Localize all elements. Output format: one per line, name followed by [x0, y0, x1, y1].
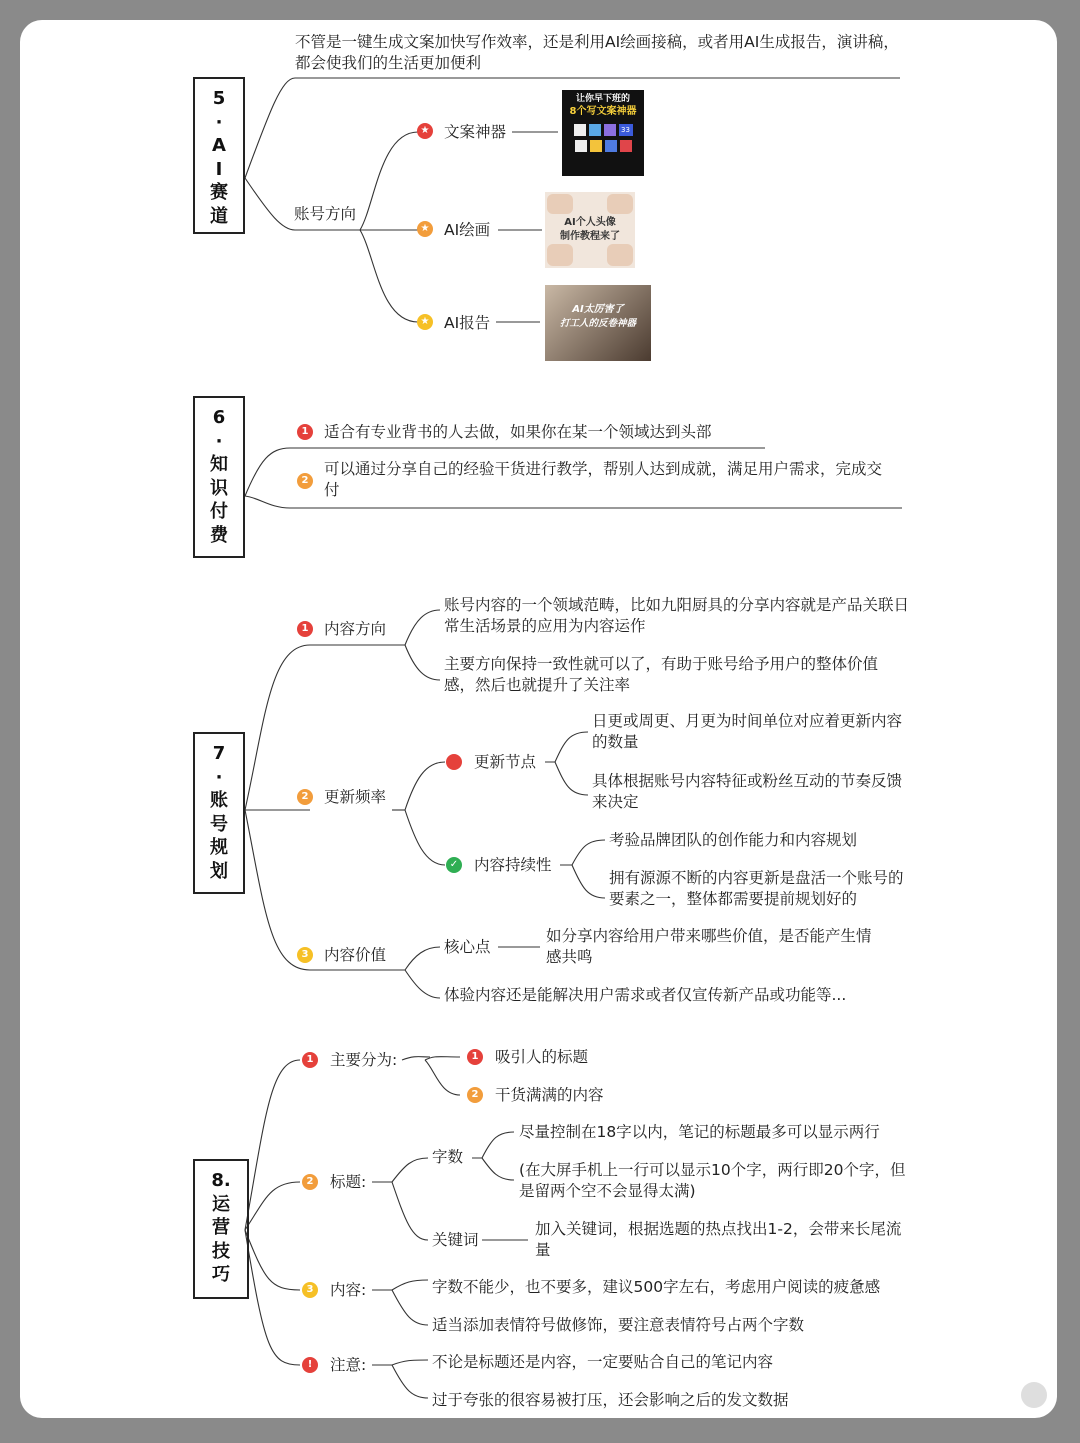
number-badge: 3: [302, 1282, 318, 1298]
thumb-wenan-image: [562, 90, 644, 176]
title-char: I: [215, 158, 223, 180]
section-6-item-1: 适合有专业背书的人去做，如果你在某一个领域达到头部: [324, 423, 712, 441]
thumb-line: 制作教程来了: [560, 231, 620, 242]
title-char: 识: [210, 477, 228, 499]
note-text-2: 过于夸张的很容易被打压，还会影响之后的发文数据: [432, 1391, 789, 1409]
number-badge: 1: [467, 1049, 483, 1065]
section-5-title-box: [193, 77, 245, 234]
item-ai-drawing-label: AI绘画: [444, 221, 491, 239]
title-char: 技: [212, 1240, 230, 1262]
title-char: 划: [210, 860, 228, 882]
content-value-text-2: 体验内容还是能解决用户需求或者仅宣传新产品或功能等...: [444, 986, 847, 1004]
title-char: 8.: [211, 1170, 231, 1191]
watermark-icon: [1021, 1382, 1047, 1408]
number-badge: 2: [297, 473, 313, 489]
star-icon: ★: [417, 314, 433, 330]
title-char: ·: [215, 430, 223, 452]
thumb-badge: 33: [619, 124, 633, 136]
thumb-line: AI太厉害了: [572, 304, 624, 315]
title-char: 规: [210, 837, 228, 858]
note-text-1: 不论是标题还是内容，一定要贴合自己的笔记内容: [432, 1353, 774, 1371]
content-direction-label: 内容方向: [324, 620, 387, 638]
number-badge: 1: [302, 1052, 318, 1068]
content-continuity-label: 内容持续性: [474, 856, 552, 874]
red-dot-icon: [446, 754, 462, 770]
number-badge: 2: [297, 789, 313, 805]
content-tips-text-1: 字数不能少，也不要多，建议500字左右，考虑用户阅读的疲惫感: [432, 1278, 881, 1296]
section-5-intro: 不管是一键生成文案加快写作效率，还是利用AI绘画接稿，或者用AI生成报告，演讲稿，都会使我们的生活更加便利: [295, 33, 899, 72]
title-char: 知: [210, 454, 228, 475]
title-char: 付: [210, 501, 228, 522]
thumb-line: 让你早下班的: [575, 94, 630, 104]
update-frequency-label: 更新频率: [324, 788, 387, 806]
thumb-ai-drawing-image: [545, 192, 635, 268]
content-tips-text-2: 适当添加表情符号做修饰，要注意表情符号占两个字数: [432, 1316, 805, 1334]
content-direction-text-2: 主要方向保持一致性就可以了，有助于账号给予用户的整体价值感，然后也就提升了关注率: [444, 655, 879, 694]
section-6-title-box: [193, 396, 245, 558]
title-char: 费: [210, 524, 228, 546]
title-char: 营: [212, 1217, 230, 1238]
thumb-ai-report-image: [545, 285, 651, 361]
mindmap-card: [20, 20, 1057, 1418]
update-node-label: 更新节点: [474, 753, 537, 771]
section-5-branch-label: 账号方向: [294, 205, 357, 223]
item-wenan-label: 文案神器: [444, 123, 507, 141]
word-count-text-2: (在大屏手机上一行可以显示10个字，两行即20个字，但是留两个空不会显得太满): [519, 1161, 906, 1200]
title-char: A: [212, 135, 226, 156]
number-badge: 1: [297, 424, 313, 440]
main-division-label: 主要分为:: [330, 1051, 398, 1069]
update-node-text-1: 日更或周更、月更为时间单位对应着更新内容的数量: [592, 712, 903, 751]
update-node-text-2: 具体根据账号内容特征或粉丝互动的节奏反馈来决定: [592, 772, 903, 811]
title-char: ·: [215, 111, 223, 133]
main-item-1: 吸引人的标题: [495, 1048, 589, 1066]
content-value-label: 内容价值: [324, 946, 387, 964]
title-char: ·: [215, 766, 223, 788]
core-point-label: 核心点: [444, 938, 491, 956]
note-label: 注意:: [330, 1356, 367, 1374]
title-char: 号: [210, 813, 228, 835]
thumb-line: 8个写文案神器: [569, 106, 637, 117]
number-badge: 2: [467, 1087, 483, 1103]
title-char: 赛: [210, 182, 228, 203]
title-char: 7: [212, 743, 226, 764]
check-icon: ✓: [446, 857, 462, 873]
warning-icon: !: [302, 1357, 318, 1373]
content-direction-text-1: 账号内容的一个领域范畴，比如九阳厨具的分享内容就是产品关联日常生活场景的应用为内容运作: [444, 596, 910, 635]
title-tips-label: 标题:: [330, 1173, 367, 1191]
title-char: 运: [212, 1193, 230, 1215]
thumb-line: 打工人的反卷神器: [559, 318, 636, 329]
section-8-title-box: [193, 1159, 249, 1299]
core-point-text: 如分享内容给用户带来哪些价值，是否能产生情感共鸣: [546, 927, 872, 966]
section-6-item-2: 可以通过分享自己的经验干货进行教学，帮别人达到成就，满足用户需求，完成交付: [324, 460, 883, 499]
title-char: 账: [210, 790, 228, 811]
item-ai-report-label: AI报告: [444, 314, 491, 332]
keyword-text: 加入关键词，根据选题的热点找出1-2，会带来长尾流量: [535, 1220, 902, 1259]
title-char: 巧: [212, 1264, 230, 1285]
star-icon: ★: [417, 123, 433, 139]
main-item-2: 干货满满的内容: [495, 1086, 604, 1104]
star-icon: ★: [417, 221, 433, 237]
thumb-line: AI个人头像: [564, 217, 616, 228]
word-count-text-1: 尽量控制在18字以内，笔记的标题最多可以显示两行: [519, 1123, 880, 1141]
title-char: 6: [212, 407, 226, 428]
thumb-app-icons: [562, 124, 644, 136]
content-continuity-text-1: 考验品牌团队的创作能力和内容规划: [609, 831, 858, 849]
content-tips-label: 内容:: [330, 1281, 367, 1299]
title-char: 道: [210, 205, 228, 227]
content-continuity-text-2: 拥有源源不断的内容更新是盘活一个账号的要素之一，整体都需要提前规划好的: [609, 869, 904, 908]
section-7-title-box: [193, 732, 245, 894]
number-badge: 3: [297, 947, 313, 963]
title-char: 5: [212, 88, 226, 109]
thumb-app-icons-row2: [562, 140, 644, 152]
number-badge: 1: [297, 621, 313, 637]
number-badge: 2: [302, 1174, 318, 1190]
word-count-label: 字数: [432, 1148, 464, 1166]
keyword-label: 关键词: [432, 1231, 479, 1249]
